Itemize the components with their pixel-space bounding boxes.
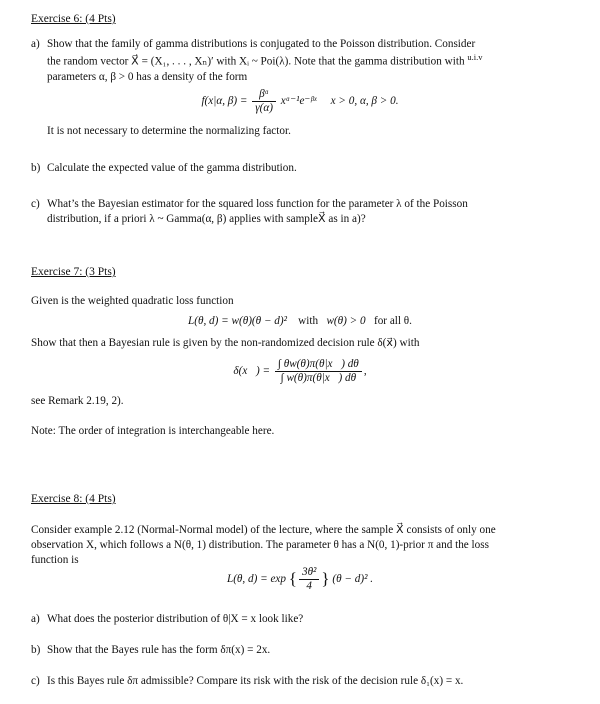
loss-with: with [298,315,319,327]
loss-condition: w(θ) > 0 [326,315,366,327]
ex7-note: Note: The order of integration is interchangeable here. [31,425,275,437]
density-lhs: f(x|α, β) = [201,94,248,107]
density-fraction [252,88,276,115]
part-b-label: b) [31,162,41,174]
density-numerator: βᵅ [252,88,276,102]
density-conditions: x > 0, α, β > 0. [330,94,399,107]
ex7-intro: Given is the weighted quadratic loss function [31,295,234,307]
left-brace: { [288,568,297,588]
iid-annotation: u.i.v [467,52,483,63]
exercise-7-heading: Exercise 7: (3 Pts) [31,266,116,278]
exercise-6-part-c [31,197,576,227]
ex7-show: Show that then a Bayesian rule is given by the non-randomized decision rule δ(x⃗) with [31,337,420,349]
exercise-8-heading: Exercise 8: (4 Pts) [31,493,116,505]
part-c-label: c) [31,198,40,210]
weighted-loss-formula [0,314,600,329]
ex6-a-line-2 [47,52,576,70]
exp-loss-formula [0,566,600,593]
ex6-c-line-1: What’s the Bayesian estimator for the squared loss function for the parameter λ of the Poisson [47,198,468,210]
rule-denominator: ∫ w(θ)π(θ|x⃗) dθ [280,371,357,384]
weighted-loss: L(θ, d) = w(θ)(θ − d)² [188,315,287,327]
ex6-a-line-2-text: the random vector X⃗ = (X₁, . . . , Xₙ)′ with Xᵢ ~ Poi(λ). Note that the gamma distribution with [47,55,465,68]
exp-fraction [299,566,319,593]
exercise-8-part-c [31,674,576,689]
density-rhs: xᵅ⁻¹e⁻ᵝˣ [280,94,317,107]
ex6-b-text: Calculate the expected value of the gamma distribution. [47,162,297,174]
exp-denominator: 4 [306,579,312,592]
ex8-a-text: What does the posterior distribution of θ|X = x look like? [47,613,304,625]
part-a-label: a) [31,38,40,50]
exercise-8-part-a [31,612,576,627]
ex8-part-c-label: c) [31,675,40,687]
rule-end: , [363,364,367,377]
loss-for-all: for all θ. [373,315,412,327]
exp-loss-lhs: L(θ, d) = exp [226,572,286,585]
ex8-b-text: Show that the Bayes rule has the form δπ(x) = 2x. [47,644,271,656]
ex6-a-note: It is not necessary to determine the normalizing factor. [47,125,291,137]
ex8-intro [31,523,576,568]
ex7-remark: see Remark 2.19, 2). [31,395,124,407]
exercise-6-heading: Exercise 6: (4 Pts) [31,13,116,25]
ex6-c-line-2: distribution, if a priori λ ~ Gamma(α, β) applies with sampleX⃗ as in a)? [47,213,366,226]
exp-loss-rhs: (θ − d)² . [332,572,374,585]
exp-numerator: 3θ² [299,566,319,580]
ex8-c-text: Is this Bayes rule δπ admissible? Compare its risk with the risk of the decision rule δ₁(x) = x. [47,675,464,687]
rule-lhs: δ(x⃗) = [233,364,271,377]
right-brace: } [321,568,330,588]
exercise-8-part-b [31,643,576,658]
exercise-6-part-b [31,161,576,176]
ex8-line-1: Consider example 2.12 (Normal-Normal model) of the lecture, where the sample X⃗ consists of only one [31,524,496,536]
rule-numerator: ∫ θw(θ)π(θ|x⃗) dθ [275,358,362,372]
ex6-a-line-3: parameters α, β > 0 has a density of the form [47,70,248,83]
ex6-a-line-1: Show that the family of gamma distributions is conjugated to the Poisson distribution. Consider [47,38,476,50]
ex8-line-3: function is [31,554,79,567]
exercise-6-part-a [31,37,576,85]
ex8-part-b-label: b) [31,644,41,656]
rule-fraction [275,358,362,385]
ex8-part-a-label: a) [31,613,40,625]
gamma-density-formula [0,88,600,115]
ex8-line-2: observation X, which follows a N(θ, 1) distribution. The parameter θ has a N(0, 1)-prior π and the loss [31,539,489,552]
density-denominator: γ(α) [255,101,273,114]
bayes-rule-formula [0,358,600,385]
